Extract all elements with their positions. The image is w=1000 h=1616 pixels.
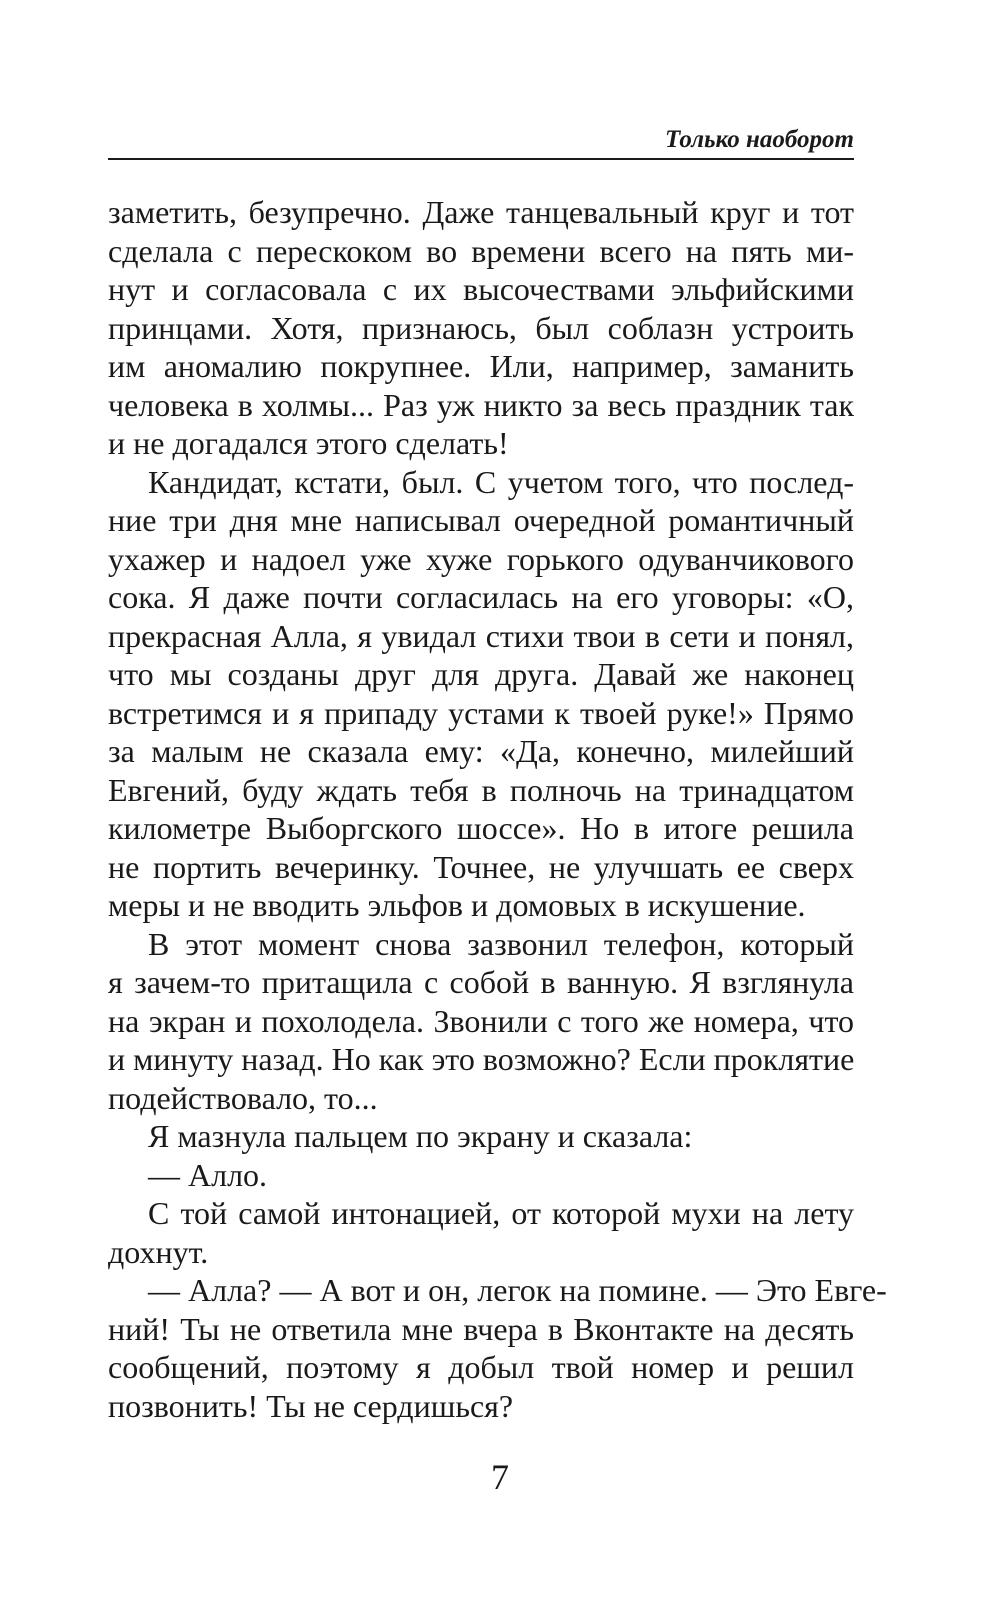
text-line: что мы созданы друг для друга. Давай же наконец [108,656,854,692]
text-line: заметить, безупречно. Даже танцевальный круг и тот [108,194,854,230]
text-line: — Алла? — А вот и он, легок на помине. — Это Евге- [148,1272,887,1308]
text-line: меры и не вводить эльфов и домовых в искушение. [108,887,806,923]
text-line: ний! Ты не ответила мне вчера в Вконтакте на десять [108,1310,854,1347]
text-line: Евгений, буду ждать тебя в полночь на тринадцатом [108,771,854,808]
text-line: и минуту назад. Но как это возможно? Если проклятие [108,1041,855,1077]
text-line: встретимся и я припаду устами к твоей руке!» Прямо [108,694,854,731]
text-line: позвонить! Ты не сердишься? [108,1387,514,1424]
text-line: Кандидат, кстати, был. С учетом того, что послед- [148,463,854,500]
running-title: Только наоборот [665,126,854,153]
text-line: сообщений, поэтому я добыл твой номер и решил [108,1349,854,1385]
running-head [108,128,854,160]
text-line: не портить вечеринку. Точнее, не улучшать ее сверх [108,848,854,885]
text-line: прекрасная Алла, я увидал стихи твои в сети и понял, [108,617,854,654]
body-text [108,193,887,1425]
text-line: и не догадался этого сделать! [108,425,509,461]
text-line: сделала с перескоком во времени всего на пять ми- [108,232,854,269]
text-line: за малым не сказала ему: «Да, конечно, милейший [108,733,854,769]
text-line: С той самой интонацией, от которой мухи на лету [148,1195,854,1231]
text-line: им аномалию покрупнее. Или, например, заманить [108,348,854,384]
text-line: нут и согласовала с их высочествами эльфийскими [108,271,854,307]
text-line: я зачем-то притащила с собой в ванную. Я взглянула [108,964,854,1000]
text-line: В этот момент снова зазвонил телефон, который [148,925,854,962]
text-line: ние три дня мне написывал очередной романтичный [108,502,854,538]
text-line: дохнут. [108,1233,209,1270]
text-line: на экран и похолодела. Звонили с того же номера, что [108,1002,854,1039]
text-line: Я мазнула пальцем по экрану и сказала: [148,1118,693,1154]
page-number: 7 [491,1457,509,1497]
text-line: километре Выборгского шоссе». Но в итоге решила [108,810,854,846]
text-line: сока. Я даже почти согласилась на его уговоры: «О, [108,579,854,615]
text-line: человека в холмы... Раз уж никто за весь праздник так [108,386,854,423]
text-line: подействовало, то... [108,1079,378,1116]
text-line: ухажер и надоел уже хуже горького одуванчикового [108,540,854,577]
text-line: принцами. Хотя, признаюсь, был соблазн устроить [108,309,854,346]
text-line: — Алло. [148,1156,268,1193]
